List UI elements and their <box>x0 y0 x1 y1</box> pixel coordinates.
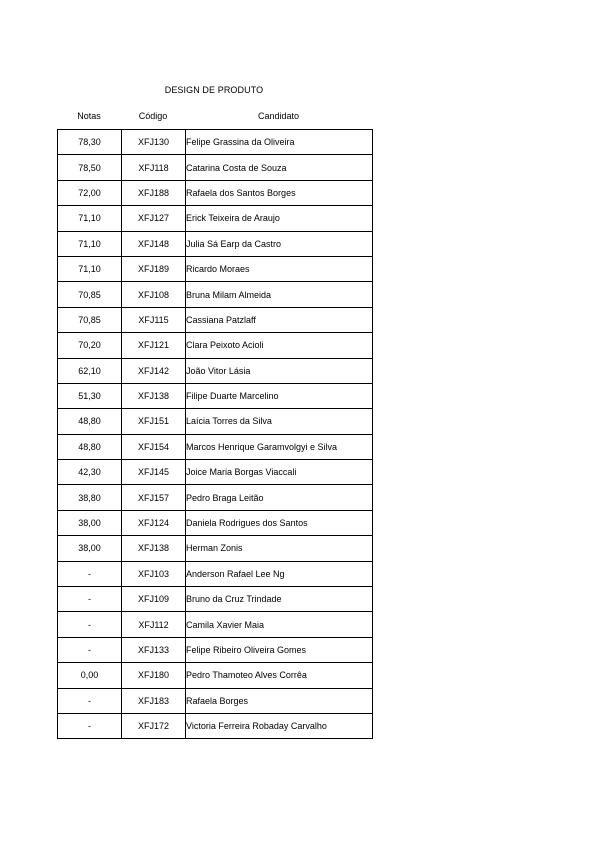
nota-cell: - <box>58 561 122 586</box>
candidato-cell: Herman Zonis <box>186 536 373 561</box>
candidato-cell: Anderson Rafael Lee Ng <box>186 561 373 586</box>
candidato-cell: Julia Sá Earp da Castro <box>186 231 373 256</box>
candidato-cell: João Vitor Lásia <box>186 358 373 383</box>
nota-cell: - <box>58 612 122 637</box>
table-row <box>58 383 373 408</box>
table-row <box>58 409 373 434</box>
nota-cell: 70,85 <box>58 282 122 307</box>
candidato-cell: Felipe Grassina da Oliveira <box>186 130 373 155</box>
table-row <box>58 663 373 688</box>
table-row <box>58 358 373 383</box>
nota-cell: 48,80 <box>58 409 122 434</box>
codigo-cell: XFJ112 <box>122 612 186 637</box>
table-row <box>58 510 373 535</box>
codigo-cell: XFJ118 <box>122 155 186 180</box>
nota-cell: 38,80 <box>58 485 122 510</box>
codigo-cell: XFJ109 <box>122 587 186 612</box>
table-row <box>58 155 373 180</box>
candidato-cell: Daniela Rodrigues dos Santos <box>186 510 373 535</box>
codigo-cell: XFJ138 <box>122 536 186 561</box>
table-row <box>58 536 373 561</box>
column-header-notas: Notas <box>77 111 101 121</box>
candidato-cell: Filipe Duarte Marcelino <box>186 383 373 408</box>
candidato-cell: Bruna Milam Almeida <box>186 282 373 307</box>
nota-cell: 62,10 <box>58 358 122 383</box>
nota-cell: 72,00 <box>58 180 122 205</box>
table-row <box>58 180 373 205</box>
nota-cell: 71,10 <box>58 256 122 281</box>
nota-cell: 0,00 <box>58 663 122 688</box>
nota-cell: 70,85 <box>58 307 122 332</box>
table-row <box>58 282 373 307</box>
column-header-candidato: Candidato <box>257 111 300 121</box>
nota-cell: 51,30 <box>58 383 122 408</box>
table-row <box>58 307 373 332</box>
table-row <box>58 587 373 612</box>
codigo-cell: XFJ124 <box>122 510 186 535</box>
codigo-cell: XFJ157 <box>122 485 186 510</box>
nota-cell: - <box>58 713 122 738</box>
nota-cell: - <box>58 637 122 662</box>
codigo-cell: XFJ127 <box>122 206 186 231</box>
candidato-cell: Clara Peixoto Acioli <box>186 333 373 358</box>
nota-cell: 42,30 <box>58 460 122 485</box>
candidato-cell: Laícia Torres da Silva <box>186 409 373 434</box>
codigo-cell: XFJ133 <box>122 637 186 662</box>
codigo-cell: XFJ130 <box>122 130 186 155</box>
results-table-body <box>58 130 373 739</box>
table-row <box>58 333 373 358</box>
column-header-codigo: Código <box>138 111 168 121</box>
nota-cell: 70,20 <box>58 333 122 358</box>
codigo-cell: XFJ108 <box>122 282 186 307</box>
table-row <box>58 485 373 510</box>
codigo-cell: XFJ183 <box>122 688 186 713</box>
candidato-cell: Ricardo Moraes <box>186 256 373 281</box>
codigo-cell: XFJ180 <box>122 663 186 688</box>
nota-cell: - <box>58 688 122 713</box>
table-row <box>58 612 373 637</box>
nota-cell: 78,50 <box>58 155 122 180</box>
candidato-cell: Pedro Braga Leitão <box>186 485 373 510</box>
nota-cell: 71,10 <box>58 231 122 256</box>
results-table <box>57 129 373 739</box>
codigo-cell: XFJ188 <box>122 180 186 205</box>
table-row <box>58 688 373 713</box>
candidato-cell: Rafaela dos Santos Borges <box>186 180 373 205</box>
codigo-cell: XFJ172 <box>122 713 186 738</box>
codigo-cell: XFJ103 <box>122 561 186 586</box>
nota-cell: 38,00 <box>58 536 122 561</box>
table-row <box>58 713 373 738</box>
codigo-cell: XFJ145 <box>122 460 186 485</box>
codigo-cell: XFJ148 <box>122 231 186 256</box>
candidato-cell: Pedro Thamoteo Alves Corrêa <box>186 663 373 688</box>
codigo-cell: XFJ151 <box>122 409 186 434</box>
candidato-cell: Camila Xavier Maia <box>186 612 373 637</box>
page-title: DESIGN DE PRODUTO <box>164 85 264 95</box>
candidato-cell: Victoria Ferreira Robaday Carvalho <box>186 713 373 738</box>
candidato-cell: Erick Teixeira de Araujo <box>186 206 373 231</box>
candidato-cell: Felipe Ribeiro Oliveira Gomes <box>186 637 373 662</box>
codigo-cell: XFJ189 <box>122 256 186 281</box>
nota-cell: 38,00 <box>58 510 122 535</box>
nota-cell: 48,80 <box>58 434 122 459</box>
table-row <box>58 460 373 485</box>
candidato-cell: Joice Maria Borgas Viaccali <box>186 460 373 485</box>
table-row <box>58 637 373 662</box>
codigo-cell: XFJ121 <box>122 333 186 358</box>
table-row <box>58 434 373 459</box>
candidato-cell: Marcos Henrique Garamvolgyi e Silva <box>186 434 373 459</box>
codigo-cell: XFJ115 <box>122 307 186 332</box>
candidato-cell: Rafaela Borges <box>186 688 373 713</box>
nota-cell: 78,30 <box>58 130 122 155</box>
codigo-cell: XFJ142 <box>122 358 186 383</box>
table-row <box>58 256 373 281</box>
table-row <box>58 231 373 256</box>
nota-cell: - <box>58 587 122 612</box>
nota-cell: 71,10 <box>58 206 122 231</box>
table-row <box>58 206 373 231</box>
candidato-cell: Catarina Costa de Souza <box>186 155 373 180</box>
table-row <box>58 130 373 155</box>
codigo-cell: XFJ154 <box>122 434 186 459</box>
table-row <box>58 561 373 586</box>
candidato-cell: Bruno da Cruz Trindade <box>186 587 373 612</box>
candidato-cell: Cassiana Patzlaff <box>186 307 373 332</box>
codigo-cell: XFJ138 <box>122 383 186 408</box>
